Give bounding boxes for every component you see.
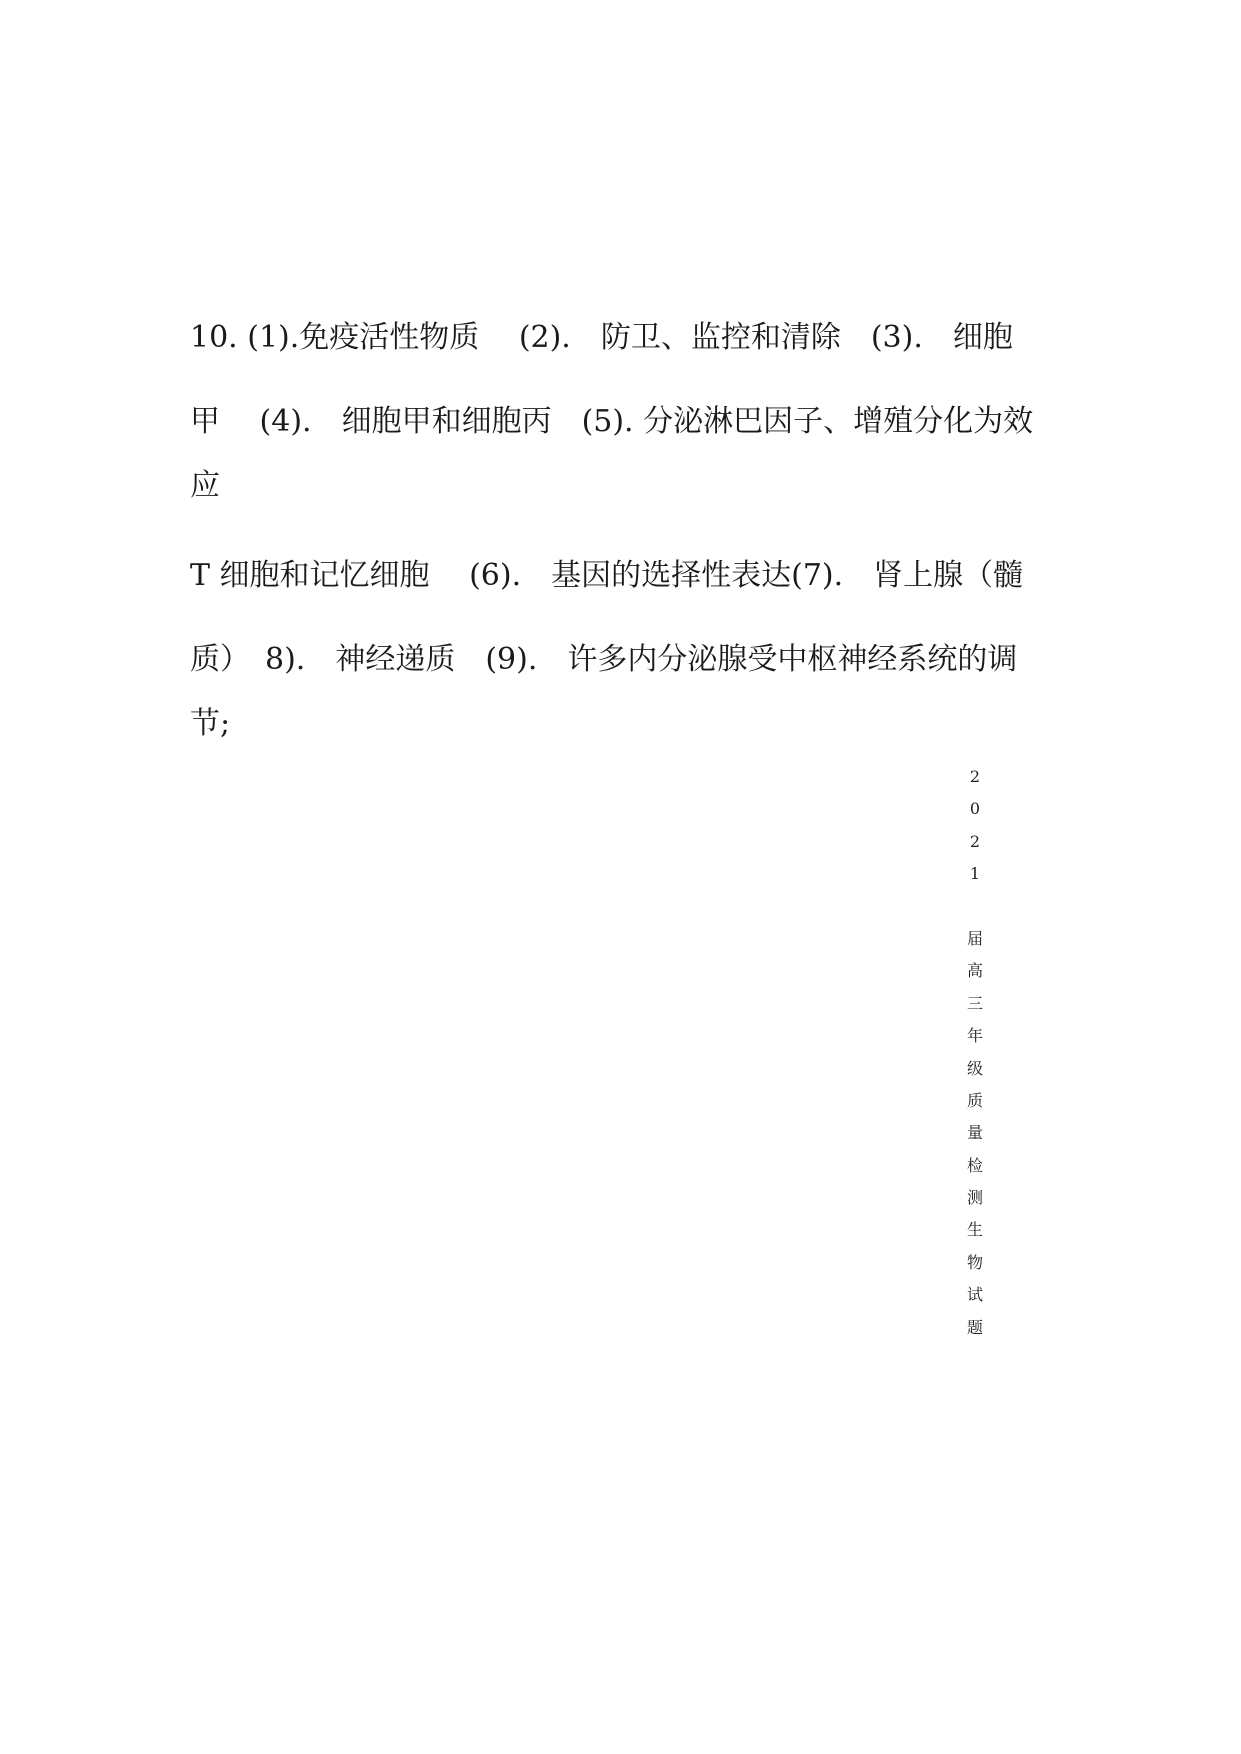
vertical-char: 量 xyxy=(966,1123,983,1143)
vertical-char: 三 xyxy=(966,993,983,1013)
vertical-char: 1 xyxy=(969,864,981,884)
vertical-char: 题 xyxy=(966,1317,983,1337)
vertical-char: 0 xyxy=(969,799,981,819)
vertical-char: 物 xyxy=(966,1252,983,1272)
vertical-char: 届 xyxy=(966,928,983,948)
vertical-char: 质 xyxy=(966,1090,983,1110)
vertical-char: 2 xyxy=(969,767,981,786)
vertical-char: 生 xyxy=(966,1220,983,1240)
answer-line-6: 节; xyxy=(190,706,231,741)
vertical-char: 检 xyxy=(966,1155,983,1175)
vertical-char: 测 xyxy=(966,1188,983,1208)
answer-line-4: T 细胞和记忆细胞 (6). 基因的选择性表达(7). 肾上腺（髓 xyxy=(190,558,1024,593)
vertical-char: 高 xyxy=(966,961,983,981)
vertical-char: 级 xyxy=(966,1058,983,1078)
vertical-gap xyxy=(960,891,990,923)
vertical-char: 年 xyxy=(966,1026,983,1046)
answer-line-2: 甲 (4). 细胞甲和细胞丙 (5). 分泌淋巴因子、增殖分化为效 xyxy=(190,404,1034,439)
vertical-char: 试 xyxy=(966,1285,983,1305)
vertical-exam-title xyxy=(960,761,990,1344)
answer-line-3: 应 xyxy=(190,468,220,503)
vertical-char: 2 xyxy=(969,831,981,851)
answer-line-5: 质） 8). 神经递质 (9). 许多内分泌腺受中枢神经系统的调 xyxy=(190,642,1018,677)
answer-line-1: 10. (1).免疫活性物质 (2). 防卫、监控和清除 (3). 细胞 xyxy=(190,320,1013,355)
